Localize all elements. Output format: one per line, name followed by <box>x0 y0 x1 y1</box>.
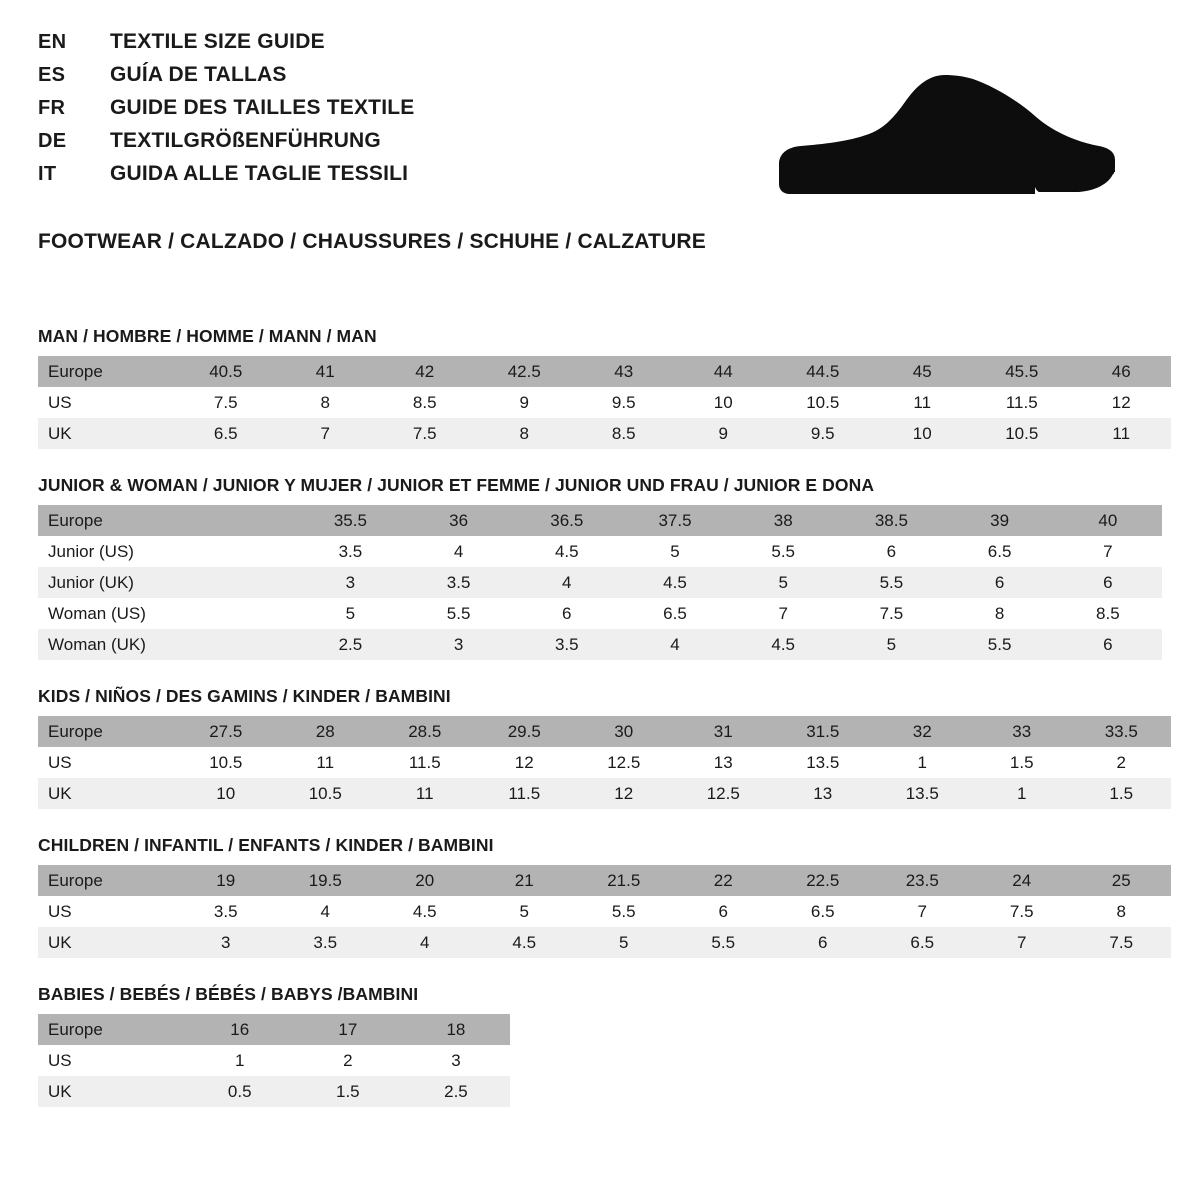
table-cell: 36.5 <box>513 505 621 536</box>
table-cell: 27.5 <box>176 716 276 747</box>
row-label: Europe <box>38 1014 186 1045</box>
language-row <box>38 96 414 129</box>
table-row <box>38 778 1171 809</box>
table-cell: 21 <box>475 865 575 896</box>
language-title: GUIDE DES TAILLES TEXTILE <box>110 96 415 119</box>
table-cell: 32 <box>873 716 973 747</box>
table-cell: 4 <box>621 629 729 660</box>
table-row <box>38 598 1162 629</box>
table-cell: 0.5 <box>186 1076 294 1107</box>
language-title-list <box>38 30 414 195</box>
table-cell <box>188 536 296 567</box>
table-row <box>38 356 1171 387</box>
table-cell: 30 <box>574 716 674 747</box>
table-cell: 11 <box>1072 418 1172 449</box>
table-cell: 8.5 <box>574 418 674 449</box>
section-babies <box>38 984 1162 1107</box>
section-title: JUNIOR & WOMAN / JUNIOR Y MUJER / JUNIOR ET FEMME / JUNIOR UND FRAU / JUNIOR E DONA <box>38 475 875 495</box>
table-cell: 45.5 <box>972 356 1072 387</box>
table-cell: 2.5 <box>296 629 404 660</box>
table-cell: 7 <box>972 927 1072 958</box>
table-cell: 5.5 <box>946 629 1054 660</box>
table-row <box>38 716 1171 747</box>
table-cell: 42 <box>375 356 475 387</box>
table-cell: 40 <box>1054 505 1162 536</box>
table-cell: 36 <box>404 505 512 536</box>
table-cell: 4.5 <box>513 536 621 567</box>
table-cell: 41 <box>276 356 376 387</box>
table-cell: 7.5 <box>837 598 945 629</box>
table-cell: 10.5 <box>276 778 376 809</box>
table-cell: 7.5 <box>176 387 276 418</box>
table-cell: 5.5 <box>674 927 774 958</box>
table-cell: 33 <box>972 716 1072 747</box>
table-cell: 8 <box>276 387 376 418</box>
table-cell: 28 <box>276 716 376 747</box>
table-cell: 7 <box>873 896 973 927</box>
table-cell: 10.5 <box>176 747 276 778</box>
row-label: US <box>38 387 176 418</box>
category-title: FOOTWEAR / CALZADO / CHAUSSURES / SCHUHE / CALZATURE <box>38 230 707 253</box>
table-cell: 40.5 <box>176 356 276 387</box>
table-cell: 45 <box>873 356 973 387</box>
language-code: IT <box>38 163 57 185</box>
section-junior-woman <box>38 475 1162 660</box>
table-cell: 7.5 <box>972 896 1072 927</box>
table-cell: 1.5 <box>1072 778 1172 809</box>
table-cell: 3 <box>296 567 404 598</box>
language-row <box>38 63 414 96</box>
table-cell: 3 <box>404 629 512 660</box>
table-cell: 38 <box>729 505 837 536</box>
table-cell: 3 <box>176 927 276 958</box>
table-cell: 1 <box>972 778 1072 809</box>
table-cell: 12 <box>475 747 575 778</box>
table-cell: 8.5 <box>1054 598 1162 629</box>
table-cell: 1 <box>873 747 973 778</box>
table-cell: 8 <box>1072 896 1172 927</box>
table-cell: 25 <box>1072 865 1172 896</box>
table-cell: 5 <box>729 567 837 598</box>
language-row <box>38 30 414 63</box>
language-row <box>38 129 414 162</box>
table-cell: 38.5 <box>837 505 945 536</box>
table-cell: 3.5 <box>296 536 404 567</box>
table-cell: 31.5 <box>773 716 873 747</box>
row-label: Woman (US) <box>38 598 188 629</box>
table-cell: 7.5 <box>1072 927 1172 958</box>
section-title: MAN / HOMBRE / HOMME / MANN / MAN <box>38 326 377 346</box>
table-cell: 3.5 <box>404 567 512 598</box>
language-row <box>38 162 414 195</box>
table-row <box>38 896 1171 927</box>
table-cell: 42.5 <box>475 356 575 387</box>
table-cell: 11.5 <box>475 778 575 809</box>
table-cell: 5.5 <box>574 896 674 927</box>
size-table-babies <box>38 1014 510 1107</box>
table-cell: 44 <box>674 356 774 387</box>
table-cell: 9 <box>674 418 774 449</box>
table-cell: 5 <box>475 896 575 927</box>
size-table-kids <box>38 716 1171 809</box>
section-title: BABIES / BEBÉS / BÉBÉS / BABYS /BAMBINI <box>38 984 419 1004</box>
table-row <box>38 536 1162 567</box>
language-title: GUIDA ALLE TAGLIE TESSILI <box>110 162 409 185</box>
table-row <box>38 567 1162 598</box>
table-cell: 12.5 <box>574 747 674 778</box>
table-cell: 5 <box>837 629 945 660</box>
section-title: CHILDREN / INFANTIL / ENFANTS / KINDER / BAMBINI <box>38 835 494 855</box>
row-label: US <box>38 747 176 778</box>
table-cell: 3.5 <box>176 896 276 927</box>
dress-shoe-icon <box>762 72 1132 202</box>
table-cell: 6.5 <box>873 927 973 958</box>
table-cell: 16 <box>186 1014 294 1045</box>
table-cell: 13.5 <box>773 747 873 778</box>
table-cell: 8 <box>946 598 1054 629</box>
table-cell: 22.5 <box>773 865 873 896</box>
size-table-junior-woman <box>38 505 1162 660</box>
table-cell: 29.5 <box>475 716 575 747</box>
table-row <box>38 927 1171 958</box>
table-cell: 9 <box>475 387 575 418</box>
table-cell: 24 <box>972 865 1072 896</box>
table-cell: 17 <box>294 1014 402 1045</box>
table-cell: 19 <box>176 865 276 896</box>
table-cell: 19.5 <box>276 865 376 896</box>
table-cell: 1.5 <box>294 1076 402 1107</box>
table-cell: 5.5 <box>837 567 945 598</box>
table-cell: 6.5 <box>621 598 729 629</box>
table-cell: 6 <box>1054 629 1162 660</box>
size-sections <box>38 326 1162 1107</box>
table-cell: 12 <box>1072 387 1172 418</box>
table-cell: 2.5 <box>402 1076 510 1107</box>
table-cell: 13 <box>773 778 873 809</box>
table-row <box>38 505 1162 536</box>
table-cell: 10 <box>873 418 973 449</box>
row-label: UK <box>38 927 176 958</box>
table-cell: 2 <box>1072 747 1172 778</box>
table-cell: 7 <box>729 598 837 629</box>
row-label: Junior (US) <box>38 536 188 567</box>
table-cell: 11 <box>873 387 973 418</box>
table-cell: 21.5 <box>574 865 674 896</box>
table-cell: 33.5 <box>1072 716 1172 747</box>
table-cell: 11 <box>375 778 475 809</box>
table-row <box>38 1014 510 1045</box>
table-cell: 2 <box>294 1045 402 1076</box>
table-cell: 44.5 <box>773 356 873 387</box>
table-row <box>38 865 1171 896</box>
table-cell: 8 <box>475 418 575 449</box>
table-cell: 6 <box>1054 567 1162 598</box>
table-cell: 6.5 <box>946 536 1054 567</box>
row-label: US <box>38 1045 186 1076</box>
table-cell: 5 <box>296 598 404 629</box>
table-cell: 8.5 <box>375 387 475 418</box>
row-label: Europe <box>38 865 176 896</box>
table-cell: 35.5 <box>296 505 404 536</box>
table-cell: 43 <box>574 356 674 387</box>
table-cell: 5.5 <box>729 536 837 567</box>
size-table-children <box>38 865 1171 958</box>
table-cell: 4 <box>276 896 376 927</box>
language-code: FR <box>38 97 66 119</box>
table-cell: 4.5 <box>621 567 729 598</box>
table-cell: 12 <box>574 778 674 809</box>
language-code: DE <box>38 130 67 152</box>
table-cell: 4.5 <box>475 927 575 958</box>
table-cell: 6 <box>674 896 774 927</box>
row-label: UK <box>38 1076 186 1107</box>
row-label: UK <box>38 418 176 449</box>
table-cell: 10.5 <box>773 387 873 418</box>
table-cell: 20 <box>375 865 475 896</box>
row-label: Europe <box>38 505 188 536</box>
row-label: Junior (UK) <box>38 567 188 598</box>
table-cell: 4 <box>513 567 621 598</box>
table-cell: 11.5 <box>972 387 1072 418</box>
table-cell: 4 <box>404 536 512 567</box>
table-cell: 4.5 <box>729 629 837 660</box>
table-cell: 1.5 <box>972 747 1072 778</box>
document-header <box>38 30 1162 202</box>
language-code: ES <box>38 64 66 86</box>
table-row <box>38 1045 510 1076</box>
row-label: Europe <box>38 356 176 387</box>
language-title: TEXTILE SIZE GUIDE <box>110 30 325 53</box>
table-cell: 3.5 <box>513 629 621 660</box>
table-cell: 5.5 <box>404 598 512 629</box>
table-cell: 7.5 <box>375 418 475 449</box>
table-cell: 7 <box>1054 536 1162 567</box>
table-cell: 10.5 <box>972 418 1072 449</box>
table-cell <box>188 567 296 598</box>
table-cell <box>188 505 296 536</box>
table-cell: 12.5 <box>674 778 774 809</box>
language-title: GUÍA DE TALLAS <box>110 63 287 86</box>
table-cell: 37.5 <box>621 505 729 536</box>
language-title: TEXTILGRÖßENFÜHRUNG <box>110 129 381 152</box>
table-cell: 22 <box>674 865 774 896</box>
table-row <box>38 418 1171 449</box>
table-cell: 31 <box>674 716 774 747</box>
table-cell: 3 <box>402 1045 510 1076</box>
section-title: KIDS / NIÑOS / DES GAMINS / KINDER / BAMBINI <box>38 686 451 706</box>
table-cell: 10 <box>674 387 774 418</box>
table-cell: 6 <box>773 927 873 958</box>
table-cell: 6 <box>946 567 1054 598</box>
table-cell: 5 <box>621 536 729 567</box>
table-cell <box>188 598 296 629</box>
table-cell: 3.5 <box>276 927 376 958</box>
row-label: Woman (UK) <box>38 629 188 660</box>
language-code: EN <box>38 31 67 53</box>
size-table-man <box>38 356 1171 449</box>
section-kids <box>38 686 1162 809</box>
table-row <box>38 1076 510 1107</box>
section-man <box>38 326 1162 449</box>
table-cell: 10 <box>176 778 276 809</box>
table-cell: 11.5 <box>375 747 475 778</box>
table-cell: 9.5 <box>574 387 674 418</box>
table-row <box>38 629 1162 660</box>
table-cell: 6 <box>837 536 945 567</box>
table-cell: 13 <box>674 747 774 778</box>
table-cell: 46 <box>1072 356 1172 387</box>
table-cell: 28.5 <box>375 716 475 747</box>
table-cell: 6 <box>513 598 621 629</box>
table-cell: 13.5 <box>873 778 973 809</box>
table-cell: 4.5 <box>375 896 475 927</box>
table-cell: 39 <box>946 505 1054 536</box>
table-cell: 23.5 <box>873 865 973 896</box>
row-label: US <box>38 896 176 927</box>
row-label: Europe <box>38 716 176 747</box>
table-row <box>38 747 1171 778</box>
table-cell: 18 <box>402 1014 510 1045</box>
table-row <box>38 387 1171 418</box>
section-children <box>38 835 1162 958</box>
table-cell: 1 <box>186 1045 294 1076</box>
table-cell: 4 <box>375 927 475 958</box>
row-label: UK <box>38 778 176 809</box>
table-cell: 9.5 <box>773 418 873 449</box>
table-cell: 11 <box>276 747 376 778</box>
table-cell: 5 <box>574 927 674 958</box>
table-cell: 6.5 <box>773 896 873 927</box>
table-cell <box>188 629 296 660</box>
table-cell: 6.5 <box>176 418 276 449</box>
table-cell: 7 <box>276 418 376 449</box>
